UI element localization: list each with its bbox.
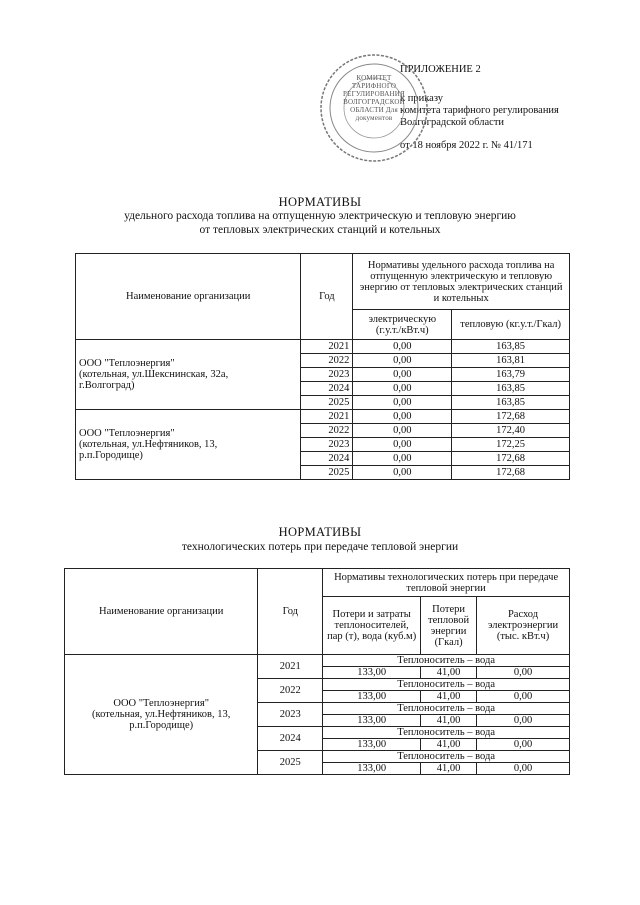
section1-subtitle-2: от тепловых электрических станций и котельных — [199, 224, 441, 236]
col-year-header: Год — [258, 569, 323, 655]
year-cell: 2024 — [301, 452, 353, 466]
elec-cell: 0,00 — [353, 452, 452, 466]
year-cell: 2021 — [258, 655, 323, 679]
year-cell: 2021 — [301, 340, 353, 354]
heat-cell: 172,68 — [452, 466, 570, 480]
year-cell: 2023 — [301, 438, 353, 452]
col-heat-loss-header: Потери тепловой энергии (Гкал) — [421, 597, 477, 655]
heat-cell: 163,85 — [452, 340, 570, 354]
section1-subtitle-1: удельного расхода топлива на отпущенную электрическую и тепловую энергию — [124, 210, 516, 222]
heat-cell: 163,85 — [452, 382, 570, 396]
committee-name: комитета тарифного регулирования — [400, 105, 559, 116]
region-name: Волгоградской области — [400, 117, 505, 128]
elec-cell: 0,00 — [353, 410, 452, 424]
col-org-header: Наименование организации — [76, 254, 301, 340]
heat-cell: 172,68 — [452, 452, 570, 466]
year-cell: 2025 — [301, 466, 353, 480]
carrier-cell: Теплоноситель – вода — [323, 679, 570, 691]
heat-cell: 172,40 — [452, 424, 570, 438]
carrier-cell: Теплоноситель – вода — [323, 703, 570, 715]
heat-cell: 163,79 — [452, 368, 570, 382]
heat-loss-cell: 41,00 — [421, 739, 477, 751]
losses-cell: 133,00 — [323, 763, 421, 775]
col-norms-header: Нормативы технологических потерь при передаче тепловой энергии — [323, 569, 570, 597]
year-cell: 2024 — [258, 727, 323, 751]
year-cell: 2021 — [301, 410, 353, 424]
col-losses-header: Потери и затраты теплоносителей, пар (т), вода (куб.м) — [323, 597, 421, 655]
year-cell: 2023 — [258, 703, 323, 727]
heat-cell: 172,68 — [452, 410, 570, 424]
heat-loss-cell: 41,00 — [421, 667, 477, 679]
carrier-cell: Теплоноситель – вода — [323, 751, 570, 763]
elec-cell: 0,00 — [353, 466, 452, 480]
appendix-label: ПРИЛОЖЕНИЕ 2 — [400, 64, 481, 75]
heat-loss-cell: 41,00 — [421, 763, 477, 775]
year-cell: 2022 — [301, 354, 353, 368]
elec-cell: 0,00 — [353, 354, 452, 368]
heat-loss-cell: 41,00 — [421, 691, 477, 703]
year-cell: 2022 — [258, 679, 323, 703]
elec-cell: 0,00 — [353, 368, 452, 382]
elec-cell: 0,00 — [353, 438, 452, 452]
year-cell: 2022 — [301, 424, 353, 438]
org-cell: ООО "Теплоэнергия" (котельная, ул.Нефтяников, 13, р.п.Городище) — [65, 655, 258, 775]
col-norms-header: Нормативы удельного расхода топлива на отпущенную электрическую и тепловую энергию от тепловых электрических станций и котельных — [353, 254, 570, 310]
carrier-cell: Теплоноситель – вода — [323, 655, 570, 667]
year-cell: 2025 — [301, 396, 353, 410]
heat-cell: 163,81 — [452, 354, 570, 368]
losses-cell: 133,00 — [323, 667, 421, 679]
org-cell: ООО "Теплоэнергия" (котельная, ул.Шекснинская, 32а, г.Волгоград) — [76, 340, 301, 410]
section1-title: НОРМАТИВЫ — [278, 195, 362, 209]
official-stamp — [318, 52, 430, 164]
year-cell: 2024 — [301, 382, 353, 396]
order-ref: к приказу — [400, 93, 443, 104]
heat-loss-cell: 41,00 — [421, 715, 477, 727]
losses-cell: 133,00 — [323, 715, 421, 727]
col-org-header: Наименование организации — [65, 569, 258, 655]
year-cell: 2023 — [301, 368, 353, 382]
elec-cell: 0,00 — [353, 382, 452, 396]
fuel-norms-table — [75, 253, 570, 480]
power-cell: 0,00 — [477, 691, 570, 703]
heat-cell: 163,85 — [452, 396, 570, 410]
col-elec-header: электрическую (г.у.т./кВт.ч) — [353, 310, 452, 340]
section2-subtitle: технологических потерь при передаче тепловой энергии — [181, 541, 459, 553]
elec-cell: 0,00 — [353, 424, 452, 438]
heat-cell: 172,25 — [452, 438, 570, 452]
carrier-cell: Теплоноситель – вода — [323, 727, 570, 739]
stamp-text: КОМИТЕТ ТАРИФНОГО РЕГУЛИРОВАНИЯ ВОЛГОГРАДСКОЙ ОБЛАСТИ Для документов — [343, 74, 405, 122]
elec-cell: 0,00 — [353, 396, 452, 410]
heat-loss-norms-table — [64, 568, 570, 775]
order-date: от 18 ноября 2022 г. № 41/171 — [400, 140, 533, 151]
power-cell: 0,00 — [477, 667, 570, 679]
section2-title: НОРМАТИВЫ — [278, 525, 362, 539]
col-heat-header: тепловую (кг.у.т./Гкал) — [452, 310, 570, 340]
org-cell: ООО "Теплоэнергия" (котельная, ул.Нефтяников, 13, р.п.Городище) — [76, 410, 301, 480]
power-cell: 0,00 — [477, 739, 570, 751]
losses-cell: 133,00 — [323, 691, 421, 703]
losses-cell: 133,00 — [323, 739, 421, 751]
power-cell: 0,00 — [477, 715, 570, 727]
col-power-header: Расход электроэнергии (тыс. кВт.ч) — [477, 597, 570, 655]
power-cell: 0,00 — [477, 763, 570, 775]
col-year-header: Год — [301, 254, 353, 340]
year-cell: 2025 — [258, 751, 323, 775]
elec-cell: 0,00 — [353, 340, 452, 354]
